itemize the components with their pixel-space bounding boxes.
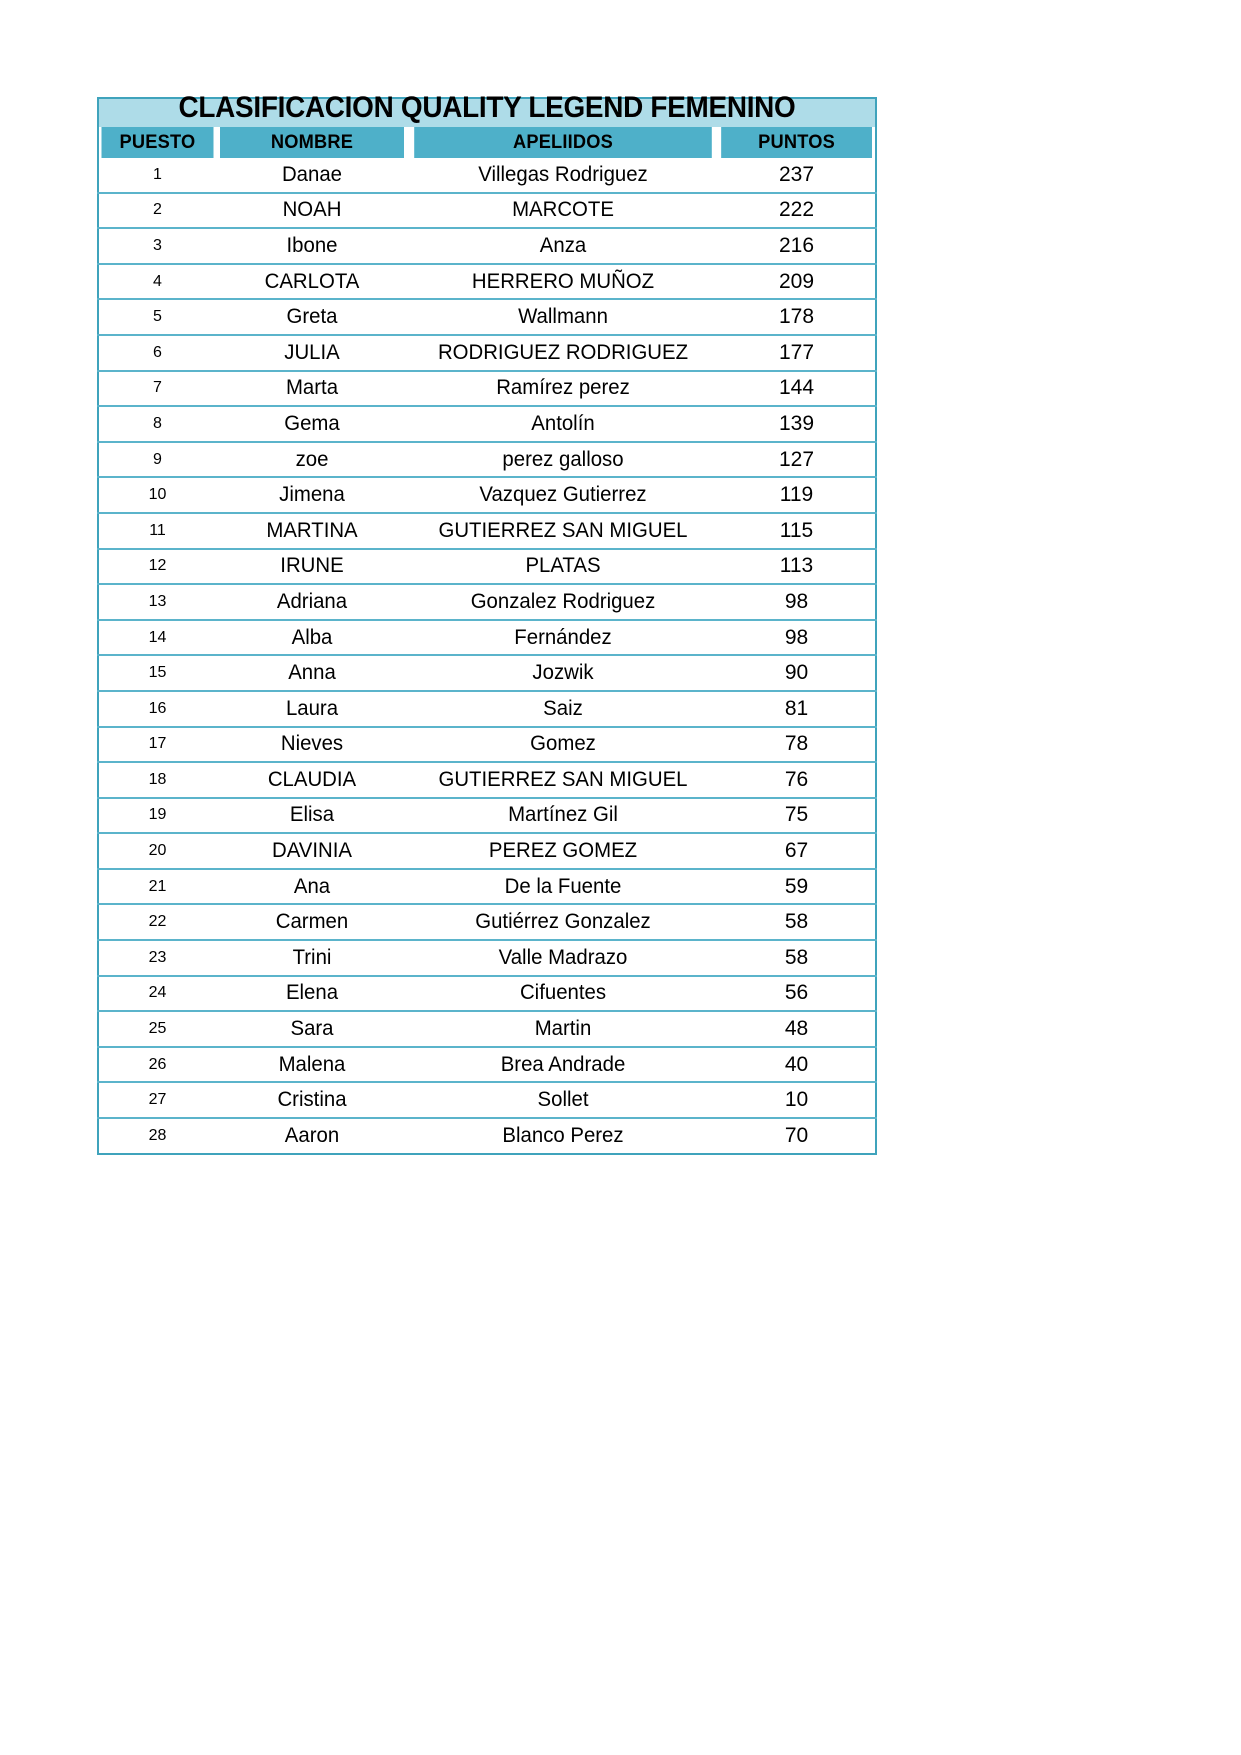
table-row [98,1118,876,1154]
points-cell: 10 [718,1082,876,1118]
table-row [98,620,876,656]
last-name-cell: GUTIERREZ SAN MIGUEL [413,513,714,549]
points-cell: 75 [718,798,876,834]
first-name-cell: Elisa [219,798,405,834]
points-cell: 56 [718,976,876,1012]
table-head [98,93,876,158]
table-row [98,299,876,335]
rank-cell: 17 [98,727,216,763]
table-row [98,691,876,727]
rank-cell: 3 [98,228,216,264]
table-row [98,158,876,193]
last-name-cell: Sollet [413,1082,714,1118]
first-name-cell: Alba [219,620,405,656]
last-name-cell: De la Fuente [413,869,714,905]
rank-cell: 27 [98,1082,216,1118]
rank-cell: 16 [98,691,216,727]
first-name-cell: Jimena [219,477,405,513]
last-name-cell: GUTIERREZ SAN MIGUEL [413,762,714,798]
points-cell: 115 [718,513,876,549]
rank-cell: 4 [98,264,216,300]
last-name-cell: Gutiérrez Gonzalez [413,904,714,940]
first-name-cell: CARLOTA [219,264,405,300]
table-row [98,1011,876,1047]
table-row [98,940,876,976]
last-name-cell: perez galloso [413,442,714,478]
table-row [98,228,876,264]
first-name-cell: Carmen [219,904,405,940]
rank-cell: 2 [98,193,216,229]
points-cell: 58 [718,904,876,940]
points-cell: 139 [718,406,876,442]
points-cell: 222 [718,193,876,229]
first-name-cell: Nieves [219,727,405,763]
title-row [98,98,876,127]
first-name-cell: Adriana [219,584,405,620]
points-cell: 76 [718,762,876,798]
rank-cell: 6 [98,335,216,371]
table-row [98,584,876,620]
points-cell: 98 [718,584,876,620]
first-name-cell: Gema [219,406,405,442]
first-name-cell: Anna [219,655,405,691]
column-header-puntos: PUNTOS [721,127,873,158]
table-row [98,1047,876,1083]
last-name-cell: Wallmann [413,299,714,335]
table-row [98,442,876,478]
rank-cell: 9 [98,442,216,478]
table-row [98,869,876,905]
first-name-cell: IRUNE [219,549,405,585]
first-name-cell: Cristina [219,1082,405,1118]
points-cell: 81 [718,691,876,727]
first-name-cell: Elena [219,976,405,1012]
rank-cell: 7 [98,371,216,407]
first-name-cell: Ana [219,869,405,905]
rank-cell: 14 [98,620,216,656]
points-cell: 70 [718,1118,876,1154]
points-cell: 59 [718,869,876,905]
first-name-cell: Trini [219,940,405,976]
points-cell: 67 [718,833,876,869]
first-name-cell: DAVINIA [219,833,405,869]
table-row [98,727,876,763]
first-name-cell: JULIA [219,335,405,371]
points-cell: 144 [718,371,876,407]
first-name-cell: CLAUDIA [219,762,405,798]
table-row [98,655,876,691]
rank-cell: 8 [98,406,216,442]
first-name-cell: Malena [219,1047,405,1083]
classification-table [97,93,877,1155]
table-row [98,264,876,300]
first-name-cell: zoe [219,442,405,478]
last-name-cell: Valle Madrazo [413,940,714,976]
rank-cell: 23 [98,940,216,976]
table-row [98,833,876,869]
first-name-cell: Aaron [219,1118,405,1154]
rank-cell: 28 [98,1118,216,1154]
column-header-row [98,127,876,158]
points-cell: 127 [718,442,876,478]
last-name-cell: Blanco Perez [413,1118,714,1154]
first-name-cell: Laura [219,691,405,727]
points-cell: 237 [718,158,876,193]
points-cell: 40 [718,1047,876,1083]
last-name-cell: Antolín [413,406,714,442]
last-name-cell: Gonzalez Rodriguez [413,584,714,620]
rank-cell: 13 [98,584,216,620]
points-cell: 48 [718,1011,876,1047]
rank-cell: 21 [98,869,216,905]
rank-cell: 22 [98,904,216,940]
rank-cell: 20 [98,833,216,869]
points-cell: 98 [718,620,876,656]
last-name-cell: Jozwik [413,655,714,691]
first-name-cell: Danae [219,158,405,193]
table-row [98,976,876,1012]
points-cell: 113 [718,549,876,585]
table-row [98,477,876,513]
first-name-cell: Sara [219,1011,405,1047]
last-name-cell: Saiz [413,691,714,727]
table-row [98,406,876,442]
last-name-cell: Cifuentes [413,976,714,1012]
table-row [98,1082,876,1118]
last-name-cell: MARCOTE [413,193,714,229]
points-cell: 177 [718,335,876,371]
rank-cell: 15 [98,655,216,691]
points-cell: 209 [718,264,876,300]
rank-cell: 19 [98,798,216,834]
points-cell: 178 [718,299,876,335]
column-header-nombre: NOMBRE [220,127,404,158]
table-row [98,193,876,229]
points-cell: 216 [718,228,876,264]
rank-cell: 10 [98,477,216,513]
rank-cell: 18 [98,762,216,798]
table-row [98,762,876,798]
table-row [98,904,876,940]
table-row [98,549,876,585]
last-name-cell: Villegas Rodriguez [413,158,714,193]
last-name-cell: PEREZ GOMEZ [413,833,714,869]
points-cell: 119 [718,477,876,513]
last-name-cell: Ramírez perez [413,371,714,407]
last-name-cell: Anza [413,228,714,264]
table-row [98,335,876,371]
first-name-cell: Marta [219,371,405,407]
last-name-cell: Martínez Gil [413,798,714,834]
rank-cell: 11 [98,513,216,549]
last-name-cell: Martin [413,1011,714,1047]
title-cell [98,93,876,127]
first-name-cell: MARTINA [219,513,405,549]
table-row [98,513,876,549]
points-cell: 78 [718,727,876,763]
last-name-cell: RODRIGUEZ RODRIGUEZ [413,335,714,371]
last-name-cell: Fernández [413,620,714,656]
points-cell: 90 [718,655,876,691]
table-body [98,158,876,1154]
rank-cell: 26 [98,1047,216,1083]
rank-cell: 25 [98,1011,216,1047]
column-header-puesto: PUESTO [100,127,213,158]
rank-cell: 12 [98,549,216,585]
first-name-cell: Greta [219,299,405,335]
last-name-cell: Brea Andrade [413,1047,714,1083]
table-row [98,798,876,834]
rank-cell: 24 [98,976,216,1012]
ranking-sheet [97,93,875,1155]
rank-cell: 5 [98,299,216,335]
last-name-cell: Gomez [413,727,714,763]
table-row [98,371,876,407]
last-name-cell: PLATAS [413,549,714,585]
last-name-cell: Vazquez Gutierrez [413,477,714,513]
column-header-apellidos: APELIIDOS [414,127,712,158]
last-name-cell: HERRERO MUÑOZ [413,264,714,300]
first-name-cell: Ibone [219,228,405,264]
points-cell: 58 [718,940,876,976]
page-title: CLASIFICACION QUALITY LEGEND FEMENINO [178,93,796,123]
rank-cell: 1 [98,158,216,193]
first-name-cell: NOAH [219,193,405,229]
